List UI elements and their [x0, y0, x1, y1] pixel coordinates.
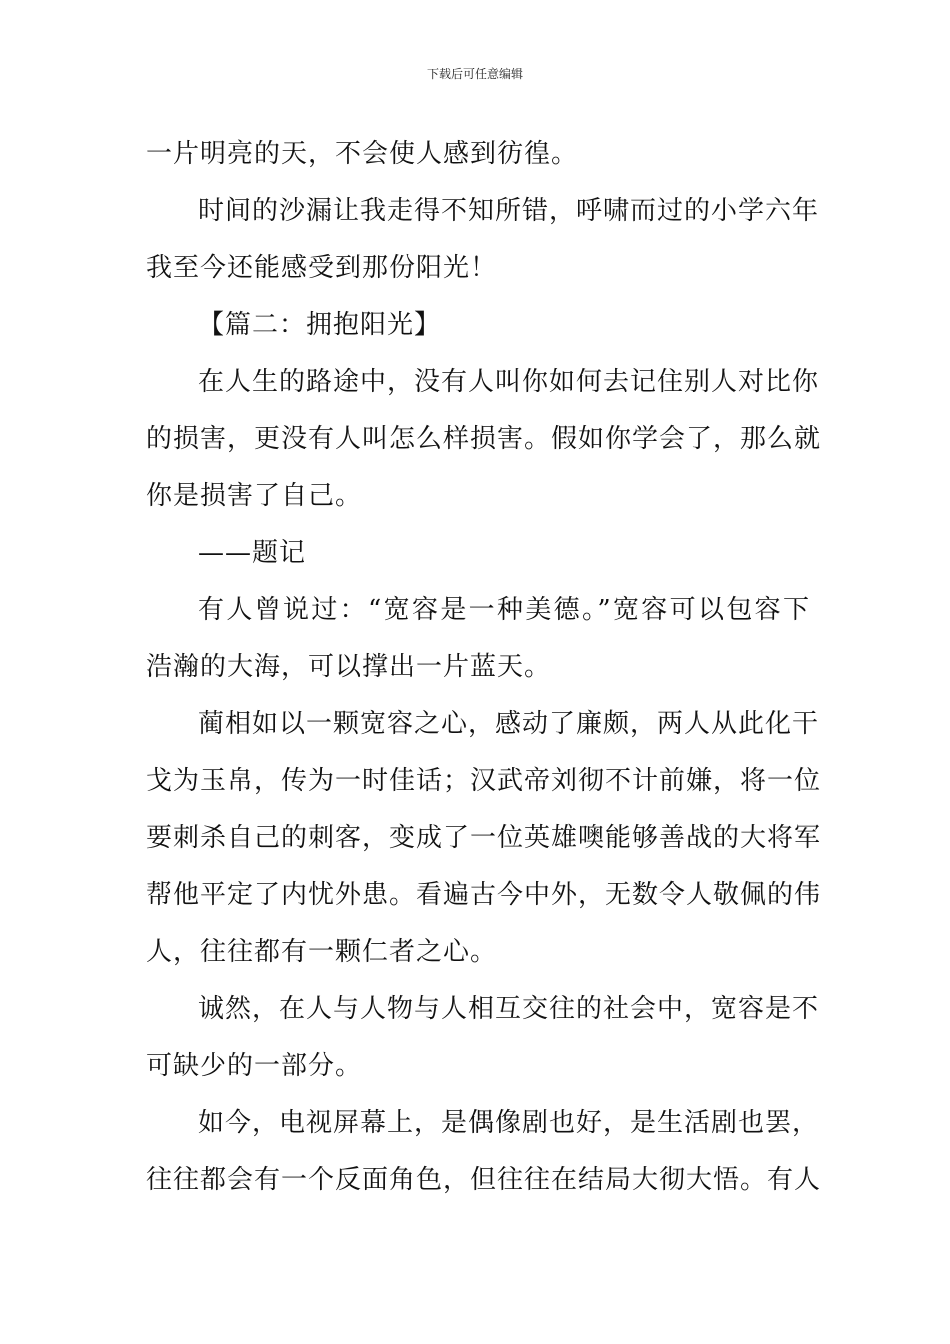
document-body: [146, 126, 822, 1209]
text-line: 我至今还能感受到那份阳光！: [146, 253, 498, 283]
text-line: 人，往往都有一颗仁者之心。: [146, 937, 498, 967]
text-line: 往往都会有一个反面角色，但往往在结局大彻大悟。有人: [146, 1165, 822, 1195]
text-line: 诚然，在人与人物与人相互交往的社会中，宽容是不: [198, 994, 820, 1024]
text-line: 帮他平定了内忧外患。看遍古今中外，无数令人敬佩的伟: [146, 880, 822, 910]
text-line: 在人生的路途中，没有人叫你如何去记住别人对比你: [198, 367, 820, 397]
text-line: 浩瀚的大海，可以撑出一片蓝天。: [146, 652, 552, 682]
text-line: 你是损害了自己。: [146, 481, 363, 511]
text-line: 戈为玉帛，传为一时佳话；汉武帝刘彻不计前嫌，将一位: [146, 766, 822, 796]
text-line: 一片明亮的天，不会使人感到彷徨。: [146, 139, 579, 169]
text-line: 蔺相如以一颗宽容之心，感动了廉颇，两人从此化干: [198, 709, 820, 739]
text-line: 时间的沙漏让我走得不知所错，呼啸而过的小学六年: [198, 196, 820, 226]
text-line: 可缺少的一部分。: [146, 1051, 363, 1081]
epigraph-attribution: ——题记: [198, 538, 307, 568]
text-line: 要刺杀自己的刺客，变成了一位英雄噢能够善战的大将军: [146, 823, 822, 853]
text-line: 有人曾说过：“宽容是一种美德。”宽容可以包容下: [198, 595, 810, 625]
page-header: 下载后可任意编辑: [426, 67, 523, 81]
section-heading: 【篇二：拥抱阳光】: [198, 310, 442, 340]
text-line: 如今，电视屏幕上，是偶像剧也好，是生活剧也罢，: [198, 1108, 820, 1138]
text-line: 的损害，更没有人叫怎么样损害。假如你学会了，那么就: [146, 424, 822, 454]
